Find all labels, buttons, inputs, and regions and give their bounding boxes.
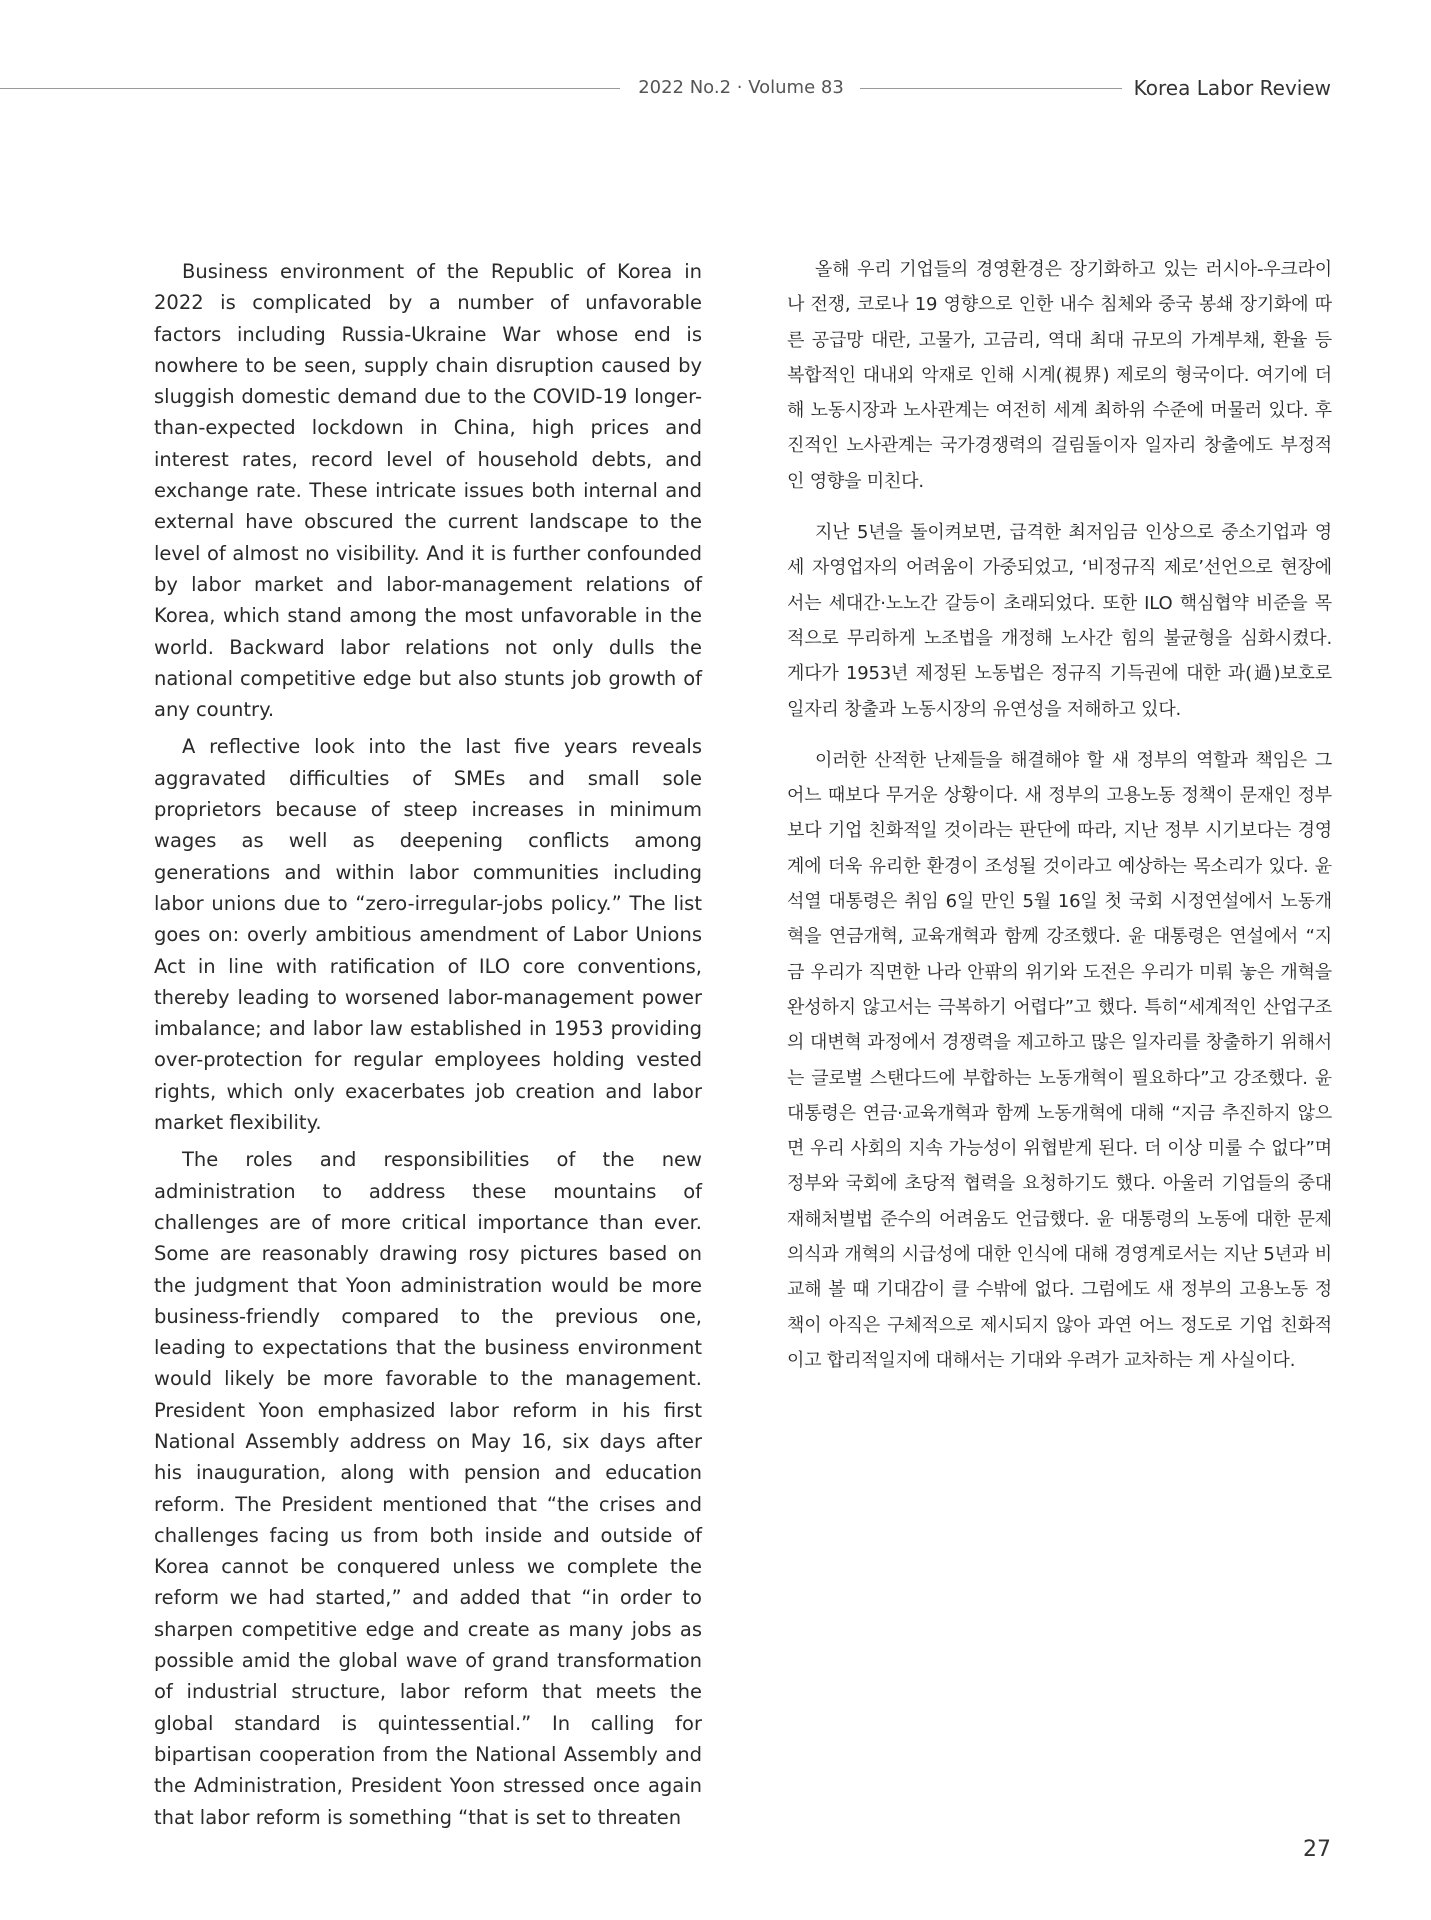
english-paragraph: The roles and responsibilities of the new administration to address these mountains of challenges are of more critical importance than ever. Some are reasonably drawing rosy pictures based on the judgment that Yoon administration would be more business-friendly compared to the previous one, leading to expectations that the business environment would likely be more favorable to the management. President Yoon emphasized labor reform in his first National Assembly address on May 16, six days after his inauguration, along with pension and education reform. The President mentioned that “the crises and challenges facing us from both inside and outside of Korea cannot be conquered unless we complete the reform we had started,” and added that “in order to sharpen competitive edge and create as many jobs as possible amid the global wave of grand transformation of industrial structure, labor reform that meets the global standard is quintessential.” In calling for bipartisan cooperation from the National Assembly and the Administration, President Yoon stressed once again that labor reform is something “that is set to threaten [154, 1148, 702, 1829]
english-paragraph: A reflective look into the last five years reveals aggravated difficulties of SMEs and small sole proprietors because of steep increases in minimum wages as well as deepening conflicts among generations and within labor communities including labor unions due to “zero-irregular-jobs policy.” The list goes on: overly ambitious amendment of Labor Unions Act in line with ratification of ILO core conventions, thereby leading to worsened labor-management power imbalance; and labor law established in 1953 providing over-protection for regular employees holding vested rights, which only exacerbates job creation and labor market flexibility. [154, 735, 702, 1135]
running-header [0, 74, 1431, 104]
korean-paragraph: 올해 우리 기업들의 경영환경은 장기화하고 있는 러시아-우크라이나 전쟁, 코로나 19 영향으로 인한 내수 침체와 중국 봉쇄 장기화에 따른 공급망 대란, 고물가, 고금리, 역대 최대 규모의 가계부채, 환율 등 복합적인 대내외 악재로 인해 시계(視界) 제로의 형국이다. 여기에 더해 노동시장과 노사관계는 여전히 세계 최하위 수준에 머물러 있다. 후진적인 노사관계는 국가경쟁력의 걸림돌이자 일자리 창출에도 부정적인 영향을 미친다. [787, 259, 1332, 492]
korean-column [787, 252, 1332, 1394]
issue-label: 2022 No.2 · Volume 83 [638, 77, 844, 98]
header-rule-middle [860, 88, 1122, 89]
page-number: 27 [1303, 1837, 1331, 1862]
english-paragraph: Business environment of the Republic of Korea in 2022 is complicated by a number of unfavorable factors including Russia-Ukraine War whose end is nowhere to be seen, supply chain disruption caused by sluggish domestic demand due to the COVID-19 longer-than-expected lockdown in China, high prices and interest rates, record level of household debts, and exchange rate. These intricate issues both internal and external have obscured the current landscape to the level of almost no visibility. And it is further confounded by labor market and labor-management relations of Korea, which stand among the most unfavorable in the world. Backward labor relations not only dulls the national competitive edge but also stunts job growth of any country. [154, 260, 702, 722]
journal-title: Korea Labor Review [1133, 76, 1331, 100]
english-column [154, 256, 702, 1839]
korean-paragraph: 이러한 산적한 난제들을 해결해야 할 새 정부의 역할과 책임은 그 어느 때보다 무거운 상황이다. 새 정부의 고용노동 정책이 문재인 정부보다 기업 친화적일 것이라는 판단에 따라, 지난 정부 시기보다는 경영계에 더욱 유리한 환경이 조성될 것이라고 예상하는 목소리가 있다. 윤석열 대통령은 취임 6일 만인 5월 16일 첫 국회 시정연설에서 노동개혁을 연금개혁, 교육개혁과 함께 강조했다. 윤 대통령은 연설에서 “지금 우리가 직면한 나라 안팎의 위기와 도전은 우리가 미뤄 놓은 개혁을 완성하지 않고서는 극복하기 어렵다”고 했다. 특히“세계적인 산업구조의 대변혁 과정에서 경쟁력을 제고하고 많은 일자리를 창출하기 위해서는 글로벌 스탠다드에 부합하는 노동개혁이 필요하다”고 강조했다. 윤 대통령은 연금·교육개혁과 함께 노동개혁에 대해 “지금 추진하지 않으면 우리 사회의 지속 가능성이 위협받게 된다. 더 이상 미룰 수 없다”며 정부와 국회에 초당적 협력을 요청하기도 했다. 아울러 기업들의 중대재해처벌법 준수의 어려움도 언급했다. 윤 대통령의 노동에 대한 문제의식과 개혁의 시급성에 대한 인식에 대해 경영계로서는 지난 5년과 비교해 볼 때 기대감이 클 수밖에 없다. 그럼에도 새 정부의 고용노동 정책이 아직은 구체적으로 제시되지 않아 과연 어느 정도로 기업 친화적이고 합리적일지에 대해서는 기대와 우려가 교차하는 게 사실이다. [787, 749, 1332, 1371]
korean-paragraph: 지난 5년을 돌이켜보면, 급격한 최저임금 인상으로 중소기업과 영세 자영업자의 어려움이 가중되었고, ‘비정규직 제로’선언으로 현장에서는 세대간·노노간 갈등이 초래되었다. 또한 ILO 핵심협약 비준을 목적으로 무리하게 노조법을 개정해 노사간 힘의 불균형을 심화시켰다. 게다가 1953년 제정된 노동법은 정규직 기득권에 대한 과(過)보호로 일자리 창출과 노동시장의 유연성을 저해하고 있다. [787, 522, 1332, 720]
header-rule-left [0, 88, 620, 89]
